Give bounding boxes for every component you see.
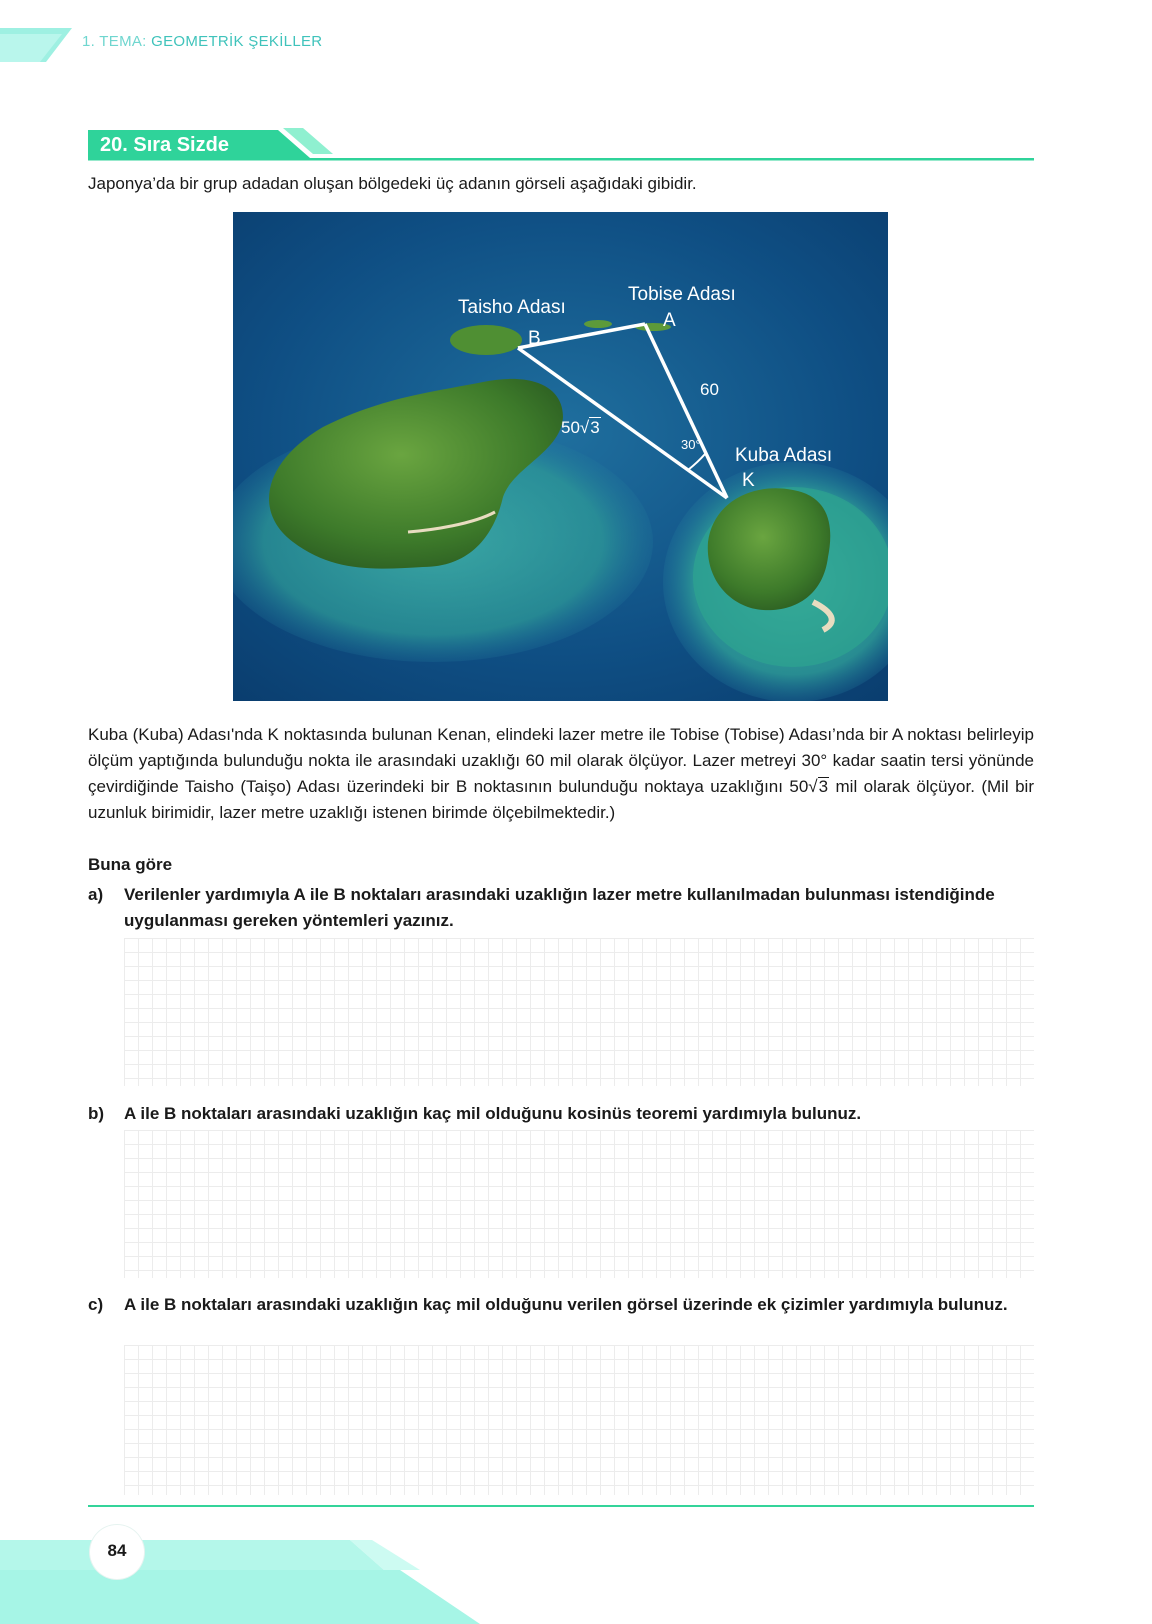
question-c-label: c): [88, 1295, 104, 1314]
footer-divider: [88, 1505, 1034, 1507]
lead-text: Buna göre: [88, 855, 173, 874]
theme-title: GEOMETRİK ŞEKİLLER: [151, 33, 323, 50]
point-a: A: [663, 310, 676, 331]
label-kuba: Kuba Adası: [735, 445, 833, 466]
question-b: [88, 1101, 1034, 1127]
question-a: [88, 882, 1034, 934]
side-ak-label: 60: [700, 380, 719, 399]
page-number: 84: [107, 1541, 127, 1560]
angle-label: 30°: [681, 437, 701, 452]
header-band: [0, 0, 120, 62]
answer-grid-c[interactable]: [124, 1345, 1034, 1495]
question-b-text: A ile B noktaları arasındaki uzaklığın kaç mil olduğunu kosinüs teoremi yardımıyla bulunuz.: [124, 1104, 862, 1123]
intro-text: Japonya’da bir grup adadan oluşan bölgedeki üç adanın görseli aşağıdaki gibidir.: [88, 174, 697, 193]
problem-root: 3: [818, 777, 829, 796]
label-tobise: Tobise Adası: [628, 284, 736, 305]
problem-text: Kuba (Kuba) Adası'nda K noktasında bulunan Kenan, elindeki lazer metre ile Tobise (Tobise) Adası’nda bir A noktası belirleyip ölçüm yaptığında bulunduğu nokta ile arasındaki uzaklığı 60 mil olarak ölçüyor. Lazer metreyi 30° kadar saatin tersi yönünde çevirdiğinde Taisho (Taişo) Adası üzerindeki bir B noktasının bulunduğu noktaya uzaklığını 50√3 mil olarak ölçüyor. (Mil bir uzunluk birimidir, lazer metre uzaklığı istenen birimde ölçebilmektedir.): [88, 725, 1034, 822]
theme-prefix: 1. TEMA:: [82, 33, 147, 50]
side-bk-root: 3: [590, 418, 600, 437]
footer-band: [0, 1540, 520, 1624]
label-taisho: Taisho Adası: [458, 297, 566, 318]
point-k: K: [742, 470, 755, 491]
section-heading-bar: [88, 128, 1036, 164]
answer-grid-a[interactable]: [124, 938, 1034, 1086]
problem-coef: 50: [789, 777, 809, 796]
problem-p1: Kuba (Kuba) Adası'nda K noktasında bulunan Kenan, elindeki lazer metre ile Tobise (Tobise) Adası’nda bir A noktası belirleyip ölçüm yaptığında bulunduğu nokta ile arasındaki uzaklığı 60 mil olarak ölçüyor. Lazer metreyi 30° kadar saatin tersi yönünde çevirdiğinde Taisho (Taişo) Adası üzerindeki bir B noktasının bulunduğu noktaya uzaklığını: [88, 725, 1034, 796]
question-a-label: a): [88, 885, 104, 904]
side-bk-label: 50√3: [561, 418, 600, 437]
question-a-text: Verilenler yardımıyla A ile B noktaları arasındaki uzaklığın lazer metre kullanılmadan bulunması istendiğinde uygulanması gereken yöntemleri yazınız.: [124, 885, 995, 930]
question-c-text: A ile B noktaları arasındaki uzaklığın kaç mil olduğunu verilen görsel üzerinde ek çizimler yardımıyla bulunuz.: [124, 1295, 1008, 1314]
question-c: [88, 1292, 1034, 1318]
answer-grid-b[interactable]: [124, 1130, 1034, 1278]
problem-p2: mil olarak ölçüyor. (Mil bir uzunluk birimidir, lazer metre uzaklığı istenen birimde ölçebilmektedir.): [88, 777, 1034, 822]
point-b: B: [528, 328, 541, 349]
section-title: 20. Sıra Sizde: [100, 134, 229, 156]
question-b-label: b): [88, 1104, 105, 1123]
header-theme: [82, 33, 322, 50]
side-bk-coef: 50: [561, 418, 580, 437]
